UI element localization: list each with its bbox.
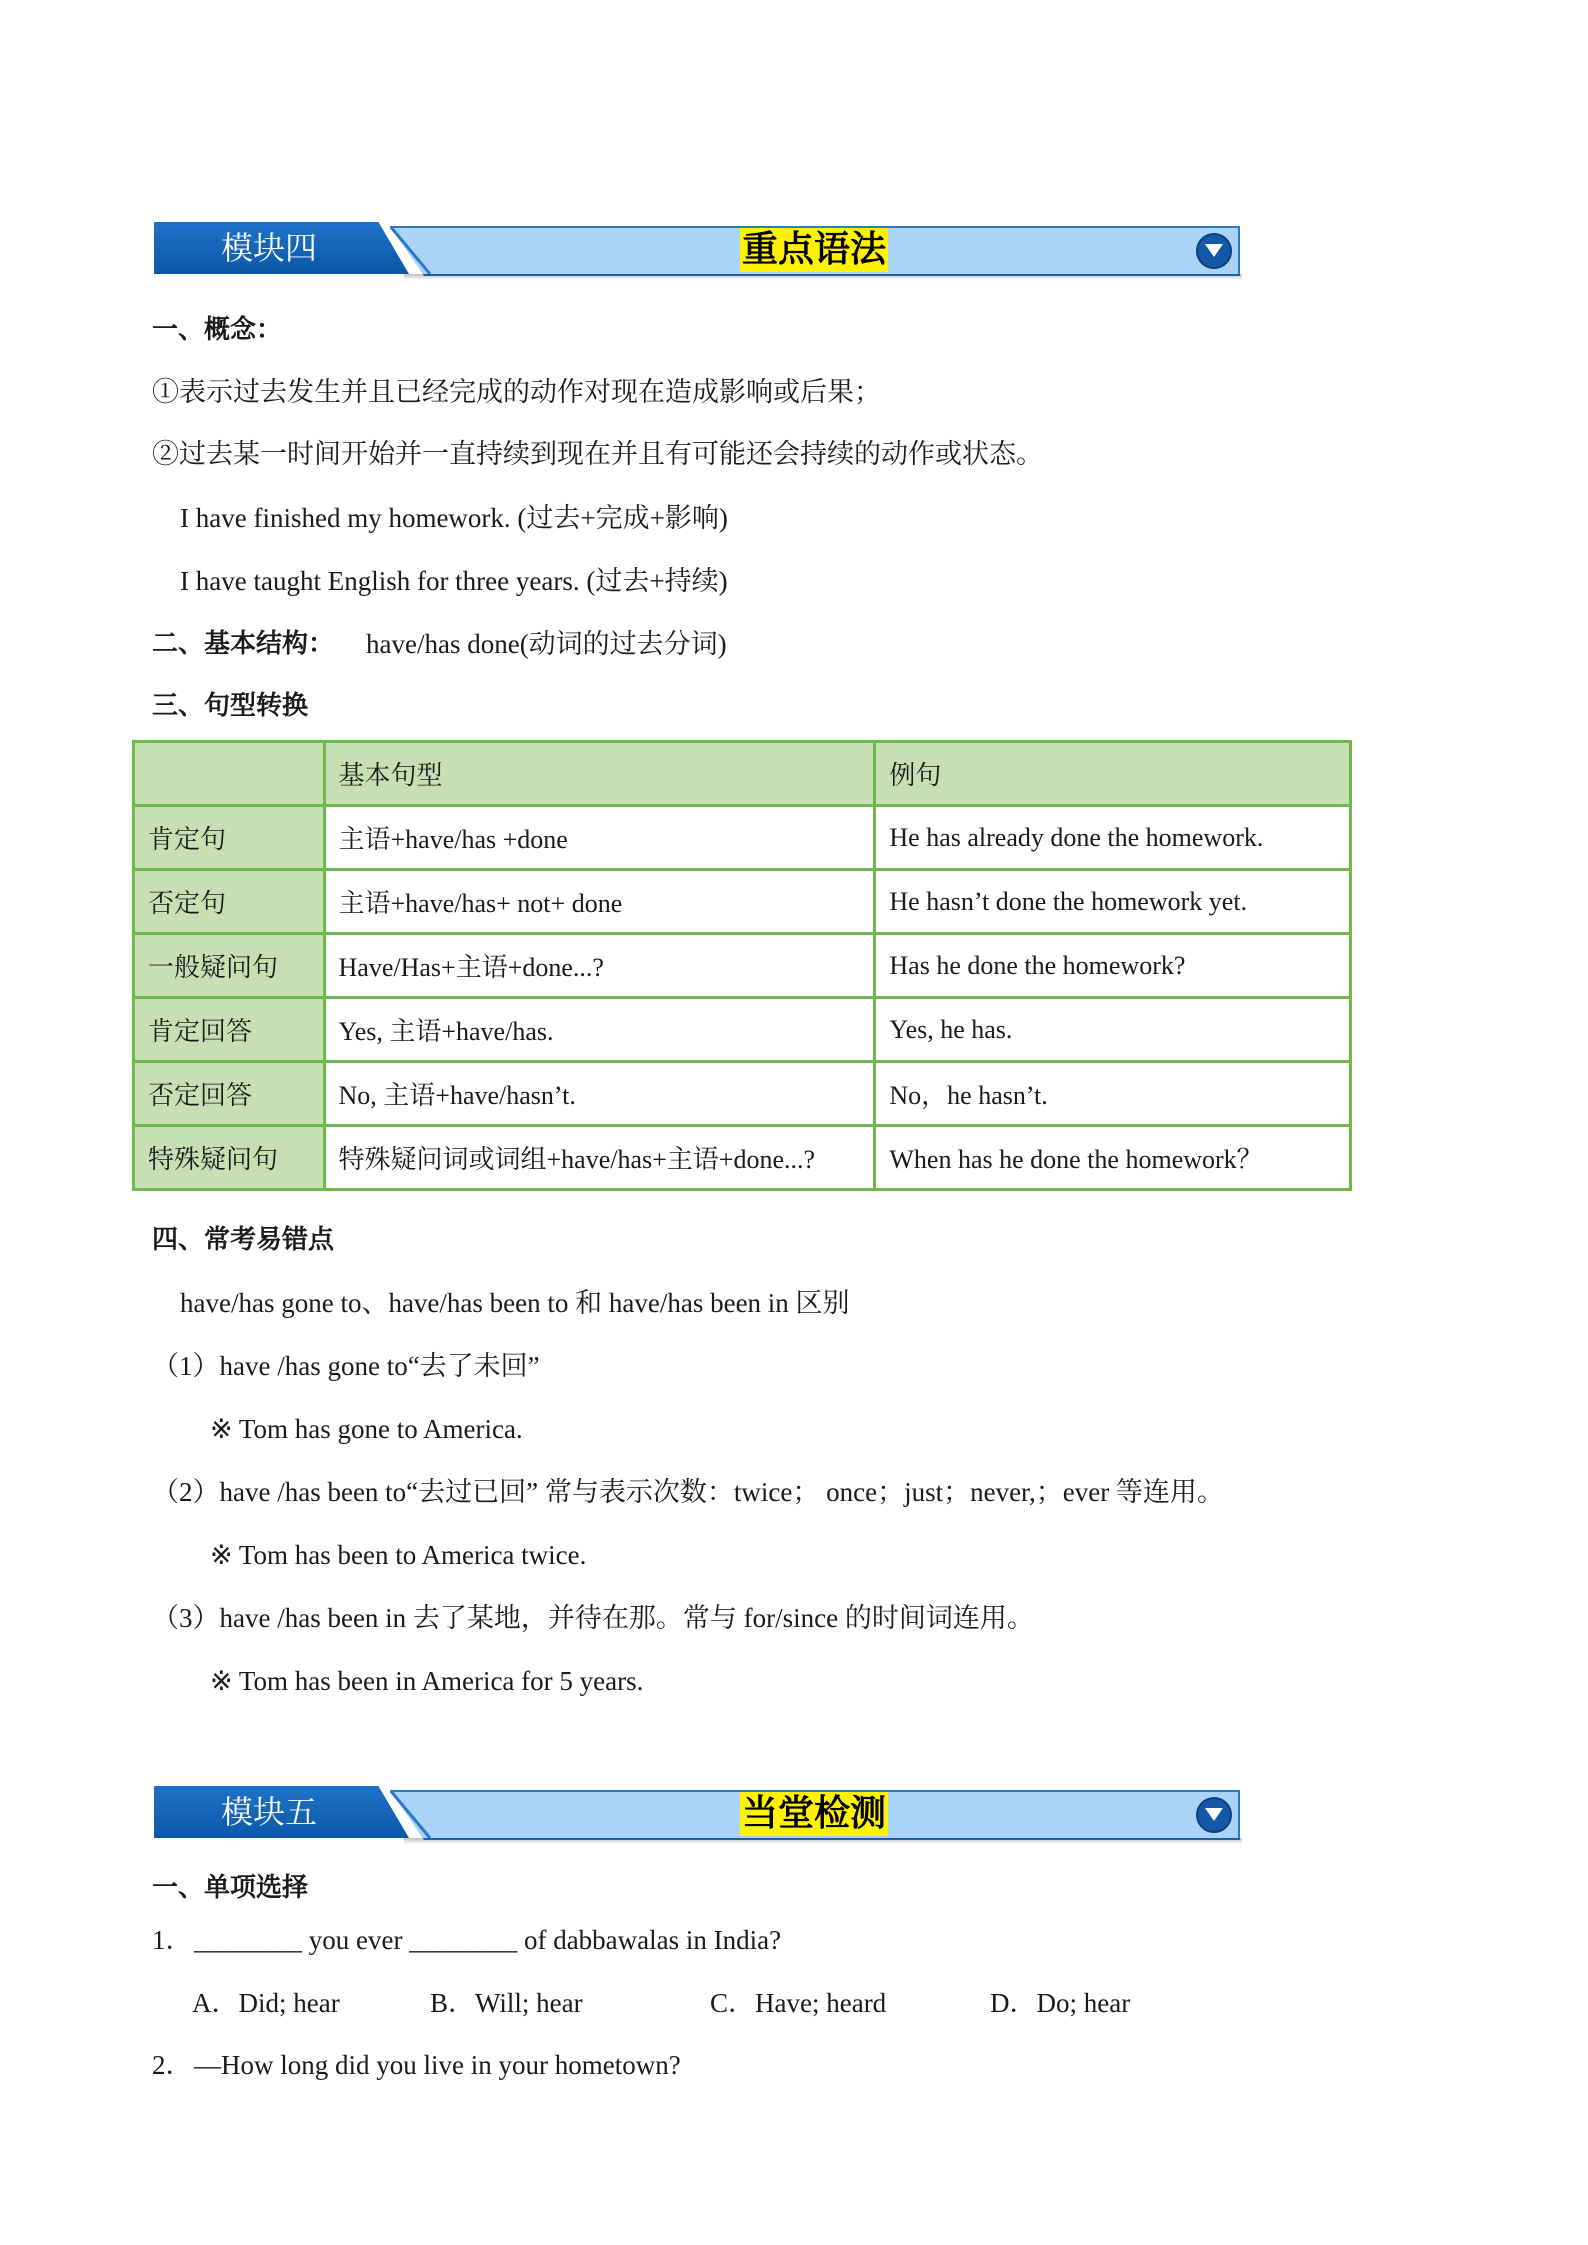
quiz-heading: 一、单项选择	[152, 1873, 309, 1903]
option-d[interactable]: D．Do; hear	[990, 1988, 1131, 2018]
row-pattern: Yes, 主语+have/has.	[324, 998, 875, 1062]
transform-heading: 三、句型转换	[152, 691, 309, 721]
concept-example-1: I have finished my homework. (过去+完成+影响)	[180, 503, 728, 533]
row-pattern: 主语+have/has+ not+ done	[324, 870, 875, 934]
module-title: 重点语法	[742, 229, 887, 270]
row-label: 否定句	[134, 870, 325, 934]
module-tab-label: 模块五	[220, 1793, 317, 1831]
table-row	[134, 806, 1351, 870]
mistake-point-2: （2）have /has been to“去过已回” 常与表示次数：twice； once；just；never,；ever 等连用。	[152, 1477, 1224, 1507]
row-pattern: No, 主语+have/hasn’t.	[324, 1062, 875, 1126]
module-5-banner	[154, 1786, 1244, 1840]
module-4-banner	[154, 222, 1244, 276]
mistakes-intro: have/has gone to、have/has been to 和 have/has been in 区别	[180, 1288, 850, 1318]
row-example: Has he done the homework?	[875, 934, 1351, 998]
module-tab-label: 模块四	[220, 229, 317, 267]
sentence-pattern-table	[132, 740, 1352, 1191]
table-row	[134, 1062, 1351, 1126]
mistake-example-3: ※ Tom has been in America for 5 years.	[210, 1666, 644, 1696]
chevron-down-icon[interactable]	[1196, 233, 1232, 269]
row-label: 特殊疑问句	[134, 1126, 325, 1190]
option-b[interactable]: B．Will; hear	[430, 1988, 583, 2018]
structure-heading: 二、基本结构：	[152, 629, 335, 659]
table-header-row	[134, 742, 1351, 806]
structure-text: have/has done(动词的过去分词)	[366, 629, 727, 659]
table-header-cell: 例句	[875, 742, 1351, 806]
table-row	[134, 1126, 1351, 1190]
question-1-text: ________ you ever ________ of dabbawalas in India?	[194, 1925, 782, 1955]
table-row	[134, 998, 1351, 1062]
row-pattern: 特殊疑问词或词组+have/has+主语+done...?	[324, 1126, 875, 1190]
option-c[interactable]: C．Have; heard	[710, 1988, 887, 2018]
question-2-number: 2．	[152, 2050, 193, 2080]
concept-heading: 一、概念：	[152, 315, 283, 345]
question-2-text: —How long did you live in your hometown?	[194, 2050, 681, 2080]
row-example: No，he hasn’t.	[875, 1062, 1351, 1126]
table-row	[134, 934, 1351, 998]
mistake-example-2: ※ Tom has been to America twice.	[210, 1540, 587, 1570]
table-header-cell	[134, 742, 325, 806]
module-title: 当堂检测	[742, 1793, 887, 1834]
row-label: 否定回答	[134, 1062, 325, 1126]
row-label: 一般疑问句	[134, 934, 325, 998]
mistake-example-1: ※ Tom has gone to America.	[210, 1414, 523, 1444]
row-example: He hasn’t done the homework yet.	[875, 870, 1351, 934]
mistakes-heading: 四、常考易错点	[152, 1225, 335, 1255]
table-row	[134, 870, 1351, 934]
mistake-point-3: （3）have /has been in 去了某地，并待在那。常与 for/since 的时间词连用。	[152, 1603, 1034, 1633]
banner-shadow	[404, 1838, 1242, 1844]
question-1-number: 1．	[152, 1925, 193, 1955]
row-label: 肯定句	[134, 806, 325, 870]
row-example: Yes, he has.	[875, 998, 1351, 1062]
concept-example-2: I have taught English for three years. (过去+持续)	[180, 566, 728, 596]
option-a[interactable]: A．Did; hear	[192, 1988, 340, 2018]
row-label: 肯定回答	[134, 998, 325, 1062]
concept-item-2: ②过去某一时间开始并一直持续到现在并且有可能还会持续的动作或状态。	[152, 439, 1043, 469]
chevron-down-icon[interactable]	[1196, 1797, 1232, 1833]
table-header-cell: 基本句型	[324, 742, 875, 806]
mistake-point-1: （1）have /has gone to“去了未回”	[152, 1351, 540, 1381]
banner-shadow	[404, 274, 1242, 280]
row-example: He has already done the homework.	[875, 806, 1351, 870]
row-pattern: Have/Has+主语+done...?	[324, 934, 875, 998]
concept-item-1: ①表示过去发生并且已经完成的动作对现在造成影响或后果；	[152, 377, 881, 407]
row-example: When has he done the homework？	[875, 1126, 1351, 1190]
row-pattern: 主语+have/has +done	[324, 806, 875, 870]
